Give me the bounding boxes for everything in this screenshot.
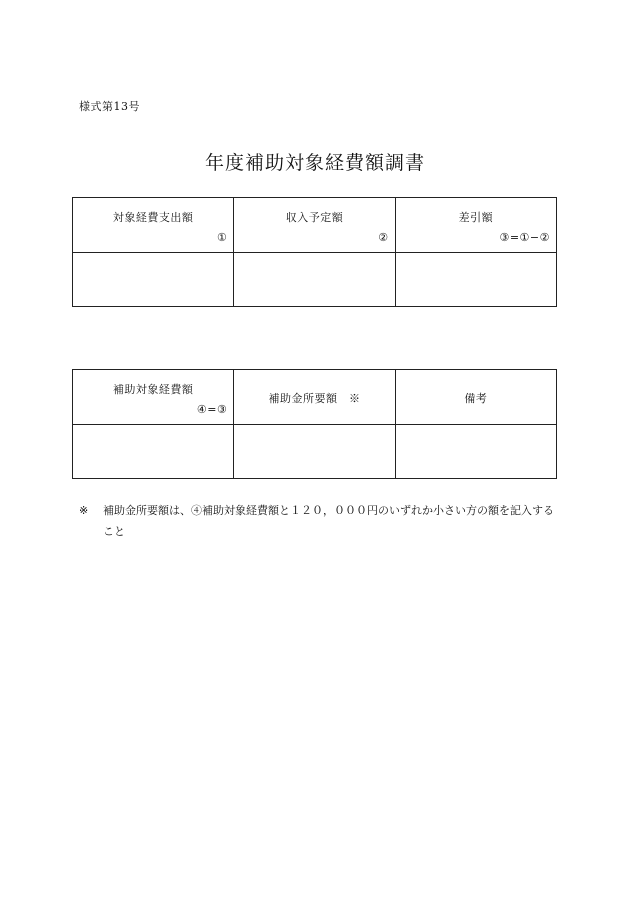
table-header-row: [73, 198, 557, 253]
table-row: [73, 425, 557, 479]
footnote-mark: ※: [79, 504, 89, 517]
subsidy-amount-table: [72, 369, 557, 479]
header-cell-expense-expenditure: [73, 198, 234, 253]
header-cell-required-subsidy: [234, 370, 395, 425]
header-label: 備考: [464, 392, 488, 405]
header-note: ①: [216, 231, 228, 244]
value-cell-remarks[interactable]: [395, 425, 556, 479]
header-label: 補助対象経費額: [112, 383, 194, 396]
header-label: 収入予定額: [285, 211, 344, 224]
form-number: 様式第13号: [79, 100, 140, 113]
document-title: 年度補助対象経費額調書: [204, 152, 425, 174]
value-cell-expense-expenditure[interactable]: [73, 253, 234, 307]
footnote: [79, 500, 559, 542]
footnote-text: 補助金所要額は、④補助対象経費額と１２０，０００円のいずれか小さい方の額を記入すること: [103, 504, 554, 538]
header-note: ④=③: [196, 403, 228, 416]
value-cell-subsidy-eligible-expense[interactable]: [73, 425, 234, 479]
header-cell-subsidy-eligible-expense: [73, 370, 234, 425]
header-label: 補助金所要額 ※: [268, 392, 361, 405]
value-cell-expected-income[interactable]: [234, 253, 395, 307]
header-label: 対象経費支出額: [112, 211, 194, 224]
header-cell-remarks: [395, 370, 556, 425]
header-note: ②: [378, 231, 389, 244]
header-cell-expected-income: [234, 198, 395, 253]
value-cell-required-subsidy[interactable]: [234, 425, 395, 479]
value-cell-difference[interactable]: [395, 253, 556, 307]
table-header-row: [73, 370, 557, 425]
header-note: ③=①−②: [499, 231, 550, 244]
table-row: [73, 253, 557, 307]
header-cell-difference: [395, 198, 556, 253]
expense-amount-table: [72, 197, 557, 307]
header-label: 差引額: [458, 211, 494, 224]
